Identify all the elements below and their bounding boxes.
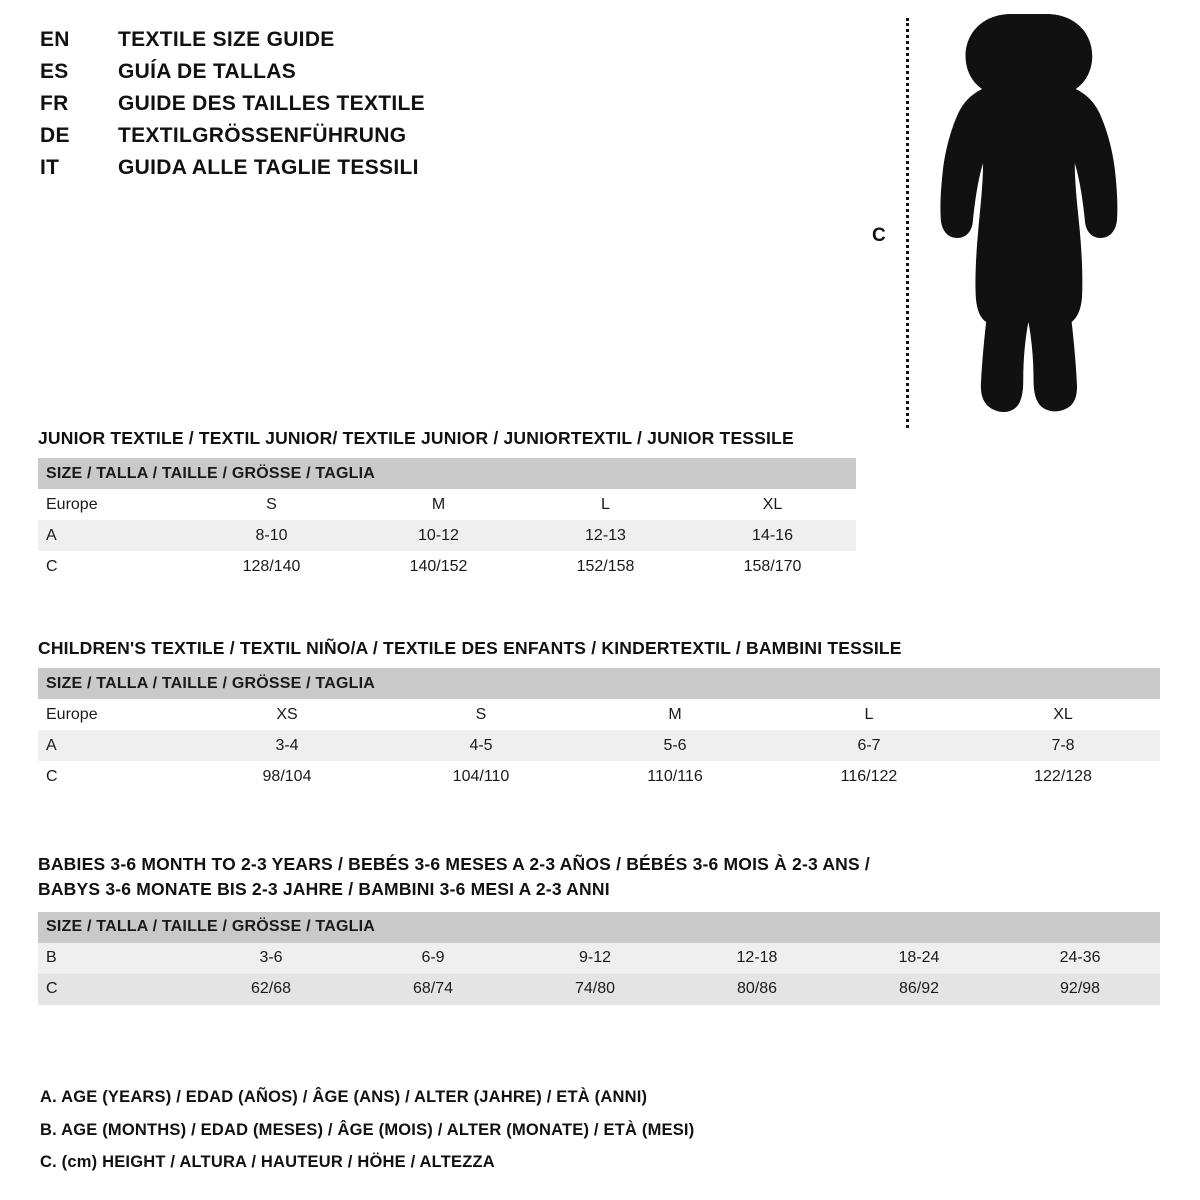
cell-value: 104/110 — [384, 761, 578, 792]
row-label: Europe — [38, 699, 190, 730]
language-title-block — [40, 28, 660, 188]
section-children — [38, 638, 1162, 792]
cell-value: XL — [689, 489, 856, 520]
cell-value: 152/158 — [522, 551, 689, 582]
language-code: DE — [40, 124, 70, 147]
language-row — [40, 60, 660, 92]
cell-value: 12-18 — [676, 943, 838, 974]
cell-value: 3-6 — [190, 943, 352, 974]
table-row — [38, 489, 856, 520]
children-size-table — [38, 668, 1160, 792]
row-label: A — [38, 520, 188, 551]
measure-dotted-line — [906, 18, 909, 428]
section-title-junior: JUNIOR TEXTILE / TEXTIL JUNIOR/ TEXTILE JUNIOR / JUNIORTEXTIL / JUNIOR TESSILE — [38, 428, 794, 448]
row-label: Europe — [38, 489, 188, 520]
language-code: EN — [40, 28, 70, 51]
size-header-label: SIZE / TALLA / TAILLE / GRÖSSE / TAGLIA — [38, 458, 856, 489]
cell-value: 128/140 — [188, 551, 355, 582]
cell-value: 24-36 — [1000, 943, 1160, 974]
language-code: ES — [40, 60, 69, 83]
section-title-babies — [38, 852, 1162, 903]
babies-size-table — [38, 912, 1160, 1005]
table-row — [38, 974, 1160, 1005]
measure-letter-c: C — [872, 225, 886, 246]
junior-size-table — [38, 458, 856, 582]
cell-value: M — [578, 699, 772, 730]
row-label: C — [38, 974, 190, 1005]
cell-value: 92/98 — [1000, 974, 1160, 1005]
language-code: IT — [40, 156, 60, 179]
cell-value: 80/86 — [676, 974, 838, 1005]
cell-value: 62/68 — [190, 974, 352, 1005]
language-row — [40, 156, 660, 188]
section-title-babies-line1: BABIES 3-6 MONTH TO 2-3 YEARS / BEBÉS 3-6 MESES A 2-3 AÑOS / BÉBÉS 3-6 MOIS À 2-3 ANS / — [38, 854, 870, 874]
language-title: GUÍA DE TALLAS — [118, 60, 297, 83]
cell-value: 6-9 — [352, 943, 514, 974]
cell-value: 110/116 — [578, 761, 772, 792]
cell-value: M — [355, 489, 522, 520]
cell-value: 98/104 — [190, 761, 384, 792]
cell-value: 8-10 — [188, 520, 355, 551]
cell-value: 18-24 — [838, 943, 1000, 974]
cell-value: L — [522, 489, 689, 520]
cell-value: S — [188, 489, 355, 520]
row-label: C — [38, 551, 188, 582]
language-row — [40, 92, 660, 124]
language-row — [40, 124, 660, 156]
cell-value: 14-16 — [689, 520, 856, 551]
cell-value: 4-5 — [384, 730, 578, 761]
cell-value: 116/122 — [772, 761, 966, 792]
table-row — [38, 699, 1160, 730]
table-row — [38, 551, 856, 582]
table-header-row — [38, 912, 1160, 943]
section-junior — [38, 428, 1162, 582]
table-row — [38, 520, 856, 551]
table-row — [38, 730, 1160, 761]
language-title: TEXTILGRÖSSENFÜHRUNG — [118, 124, 407, 147]
table-header-row — [38, 458, 856, 489]
child-silhouette-icon — [926, 10, 1126, 425]
footnote-c: C. (cm) HEIGHT / ALTURA / HAUTEUR / HÖHE / ALTEZZA — [40, 1152, 495, 1171]
section-title-babies-line2: BABYS 3-6 MONATE BIS 2-3 JAHRE / BAMBINI 3-6 MESI A 2-3 ANNI — [38, 879, 610, 900]
cell-value: 5-6 — [578, 730, 772, 761]
language-title: GUIDA ALLE TAGLIE TESSILI — [118, 156, 419, 179]
cell-value: 86/92 — [838, 974, 1000, 1005]
cell-value: XL — [966, 699, 1160, 730]
section-babies — [38, 852, 1162, 1005]
cell-value: 9-12 — [514, 943, 676, 974]
table-header-row — [38, 668, 1160, 699]
cell-value: 68/74 — [352, 974, 514, 1005]
section-title-children: CHILDREN'S TEXTILE / TEXTIL NIÑO/A / TEXTILE DES ENFANTS / KINDERTEXTIL / BAMBINI TESSILE — [38, 638, 902, 658]
row-label: A — [38, 730, 190, 761]
language-title: TEXTILE SIZE GUIDE — [118, 28, 335, 51]
cell-value: 7-8 — [966, 730, 1160, 761]
cell-value: 74/80 — [514, 974, 676, 1005]
footnote-a: A. AGE (YEARS) / EDAD (AÑOS) / ÂGE (ANS) / ALTER (JAHRE) / ETÀ (ANNI) — [40, 1088, 648, 1107]
size-header-label: SIZE / TALLA / TAILLE / GRÖSSE / TAGLIA — [38, 912, 1160, 943]
cell-value: 3-4 — [190, 730, 384, 761]
cell-value: 12-13 — [522, 520, 689, 551]
cell-value: 140/152 — [355, 551, 522, 582]
cell-value: 158/170 — [689, 551, 856, 582]
language-title: GUIDE DES TAILLES TEXTILE — [118, 92, 425, 115]
row-label: B — [38, 943, 190, 974]
table-row — [38, 761, 1160, 792]
cell-value: XS — [190, 699, 384, 730]
footnote-b: B. AGE (MONTHS) / EDAD (MESES) / ÂGE (MOIS) / ALTER (MONATE) / ETÀ (MESI) — [40, 1120, 695, 1139]
cell-value: L — [772, 699, 966, 730]
language-code: FR — [40, 92, 69, 115]
footnote-legend — [40, 1081, 1140, 1178]
table-row — [38, 943, 1160, 974]
language-row — [40, 28, 660, 60]
height-measure-figure — [872, 10, 1140, 430]
cell-value: S — [384, 699, 578, 730]
cell-value: 6-7 — [772, 730, 966, 761]
cell-value: 122/128 — [966, 761, 1160, 792]
size-header-label: SIZE / TALLA / TAILLE / GRÖSSE / TAGLIA — [38, 668, 1160, 699]
row-label: C — [38, 761, 190, 792]
cell-value: 10-12 — [355, 520, 522, 551]
